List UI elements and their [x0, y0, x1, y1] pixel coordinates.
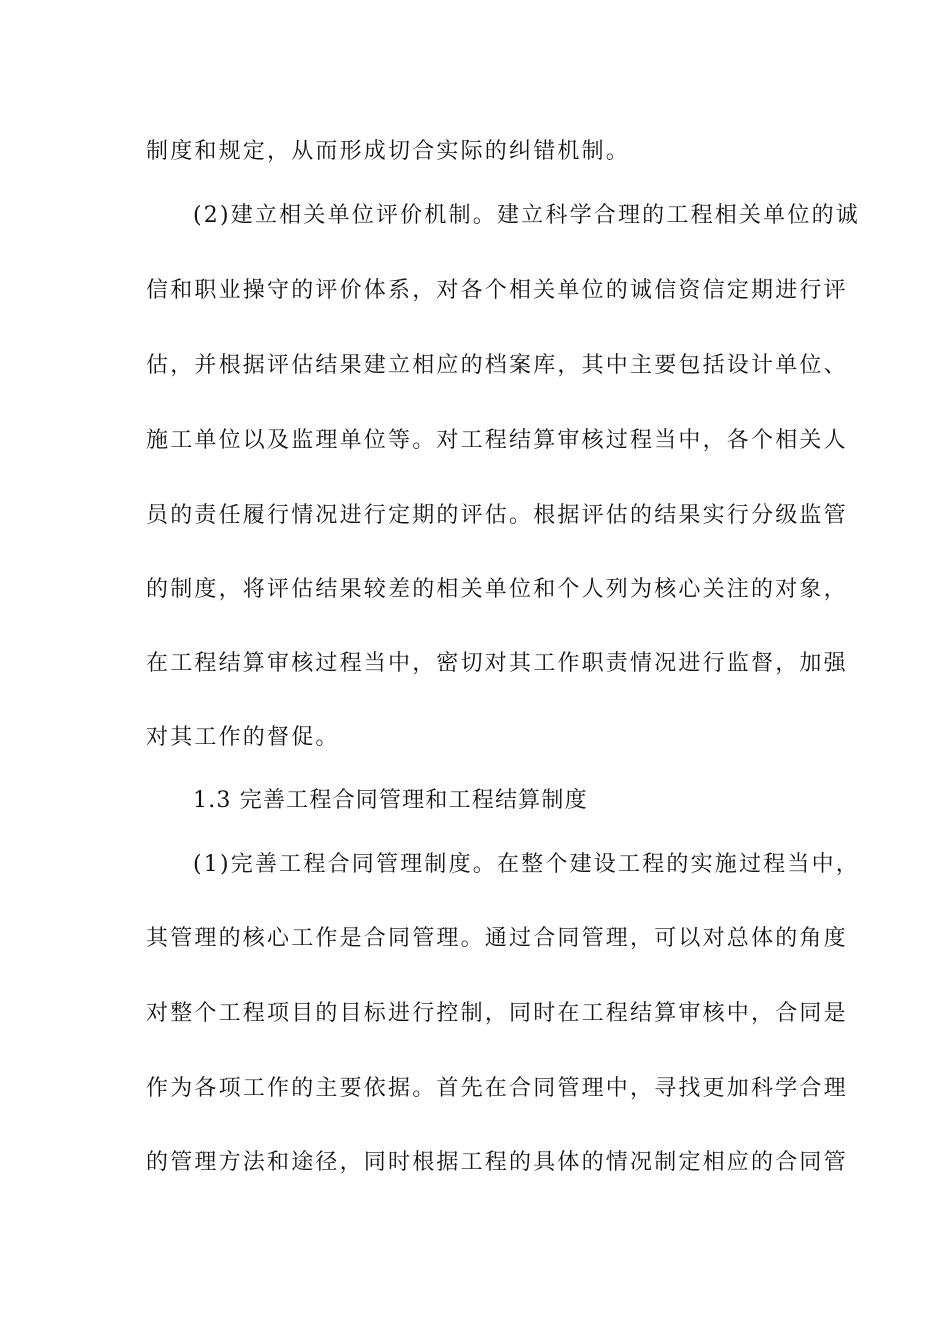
text-line-9: 对其工作的督促。: [146, 725, 340, 750]
text-line-1: 制度和规定，从而形成切合实际的纠错机制。: [146, 139, 631, 164]
text-line-12: 其管理的核心工作是合同管理。通过合同管理，可以对总体的角度: [146, 926, 848, 951]
text-line-7: 的制度，将评估结果较差的相关单位和个人列为核心关注的对象，: [146, 577, 848, 602]
text-line-6: 员的责任履行情况进行定期的评估。根据评估的结果实行分级监管: [146, 503, 848, 528]
text-line-5: 施工单位以及监理单位等。对工程结算审核过程当中，各个相关人: [146, 428, 848, 453]
text-line-14: 作为各项工作的主要依据。首先在合同管理中，寻找更加科学合理: [146, 1076, 848, 1101]
text-line-4: 估，并根据评估结果建立相应的档案库，其中主要包括设计单位、: [146, 353, 848, 378]
section-heading: 1.3 完善工程合同管理和工程结算制度: [193, 788, 588, 813]
text-line-3: 信和职业操守的评价体系，对各个相关单位的诚信资信定期进行评: [146, 278, 848, 303]
text-line-13: 对整个工程项目的目标进行控制，同时在工程结算审核中，合同是: [146, 1001, 848, 1026]
text-line-2: (2)建立相关单位评价机制。建立科学合理的工程相关单位的诚: [193, 203, 860, 228]
text-line-11: (1)完善工程合同管理制度。在整个建设工程的实施过程当中，: [193, 852, 860, 877]
text-line-8: 在工程结算审核过程当中，密切对其工作职责情况进行监督，加强: [146, 651, 848, 676]
text-line-15: 的管理方法和途径，同时根据工程的具体的情况制定相应的合同管: [146, 1150, 848, 1175]
